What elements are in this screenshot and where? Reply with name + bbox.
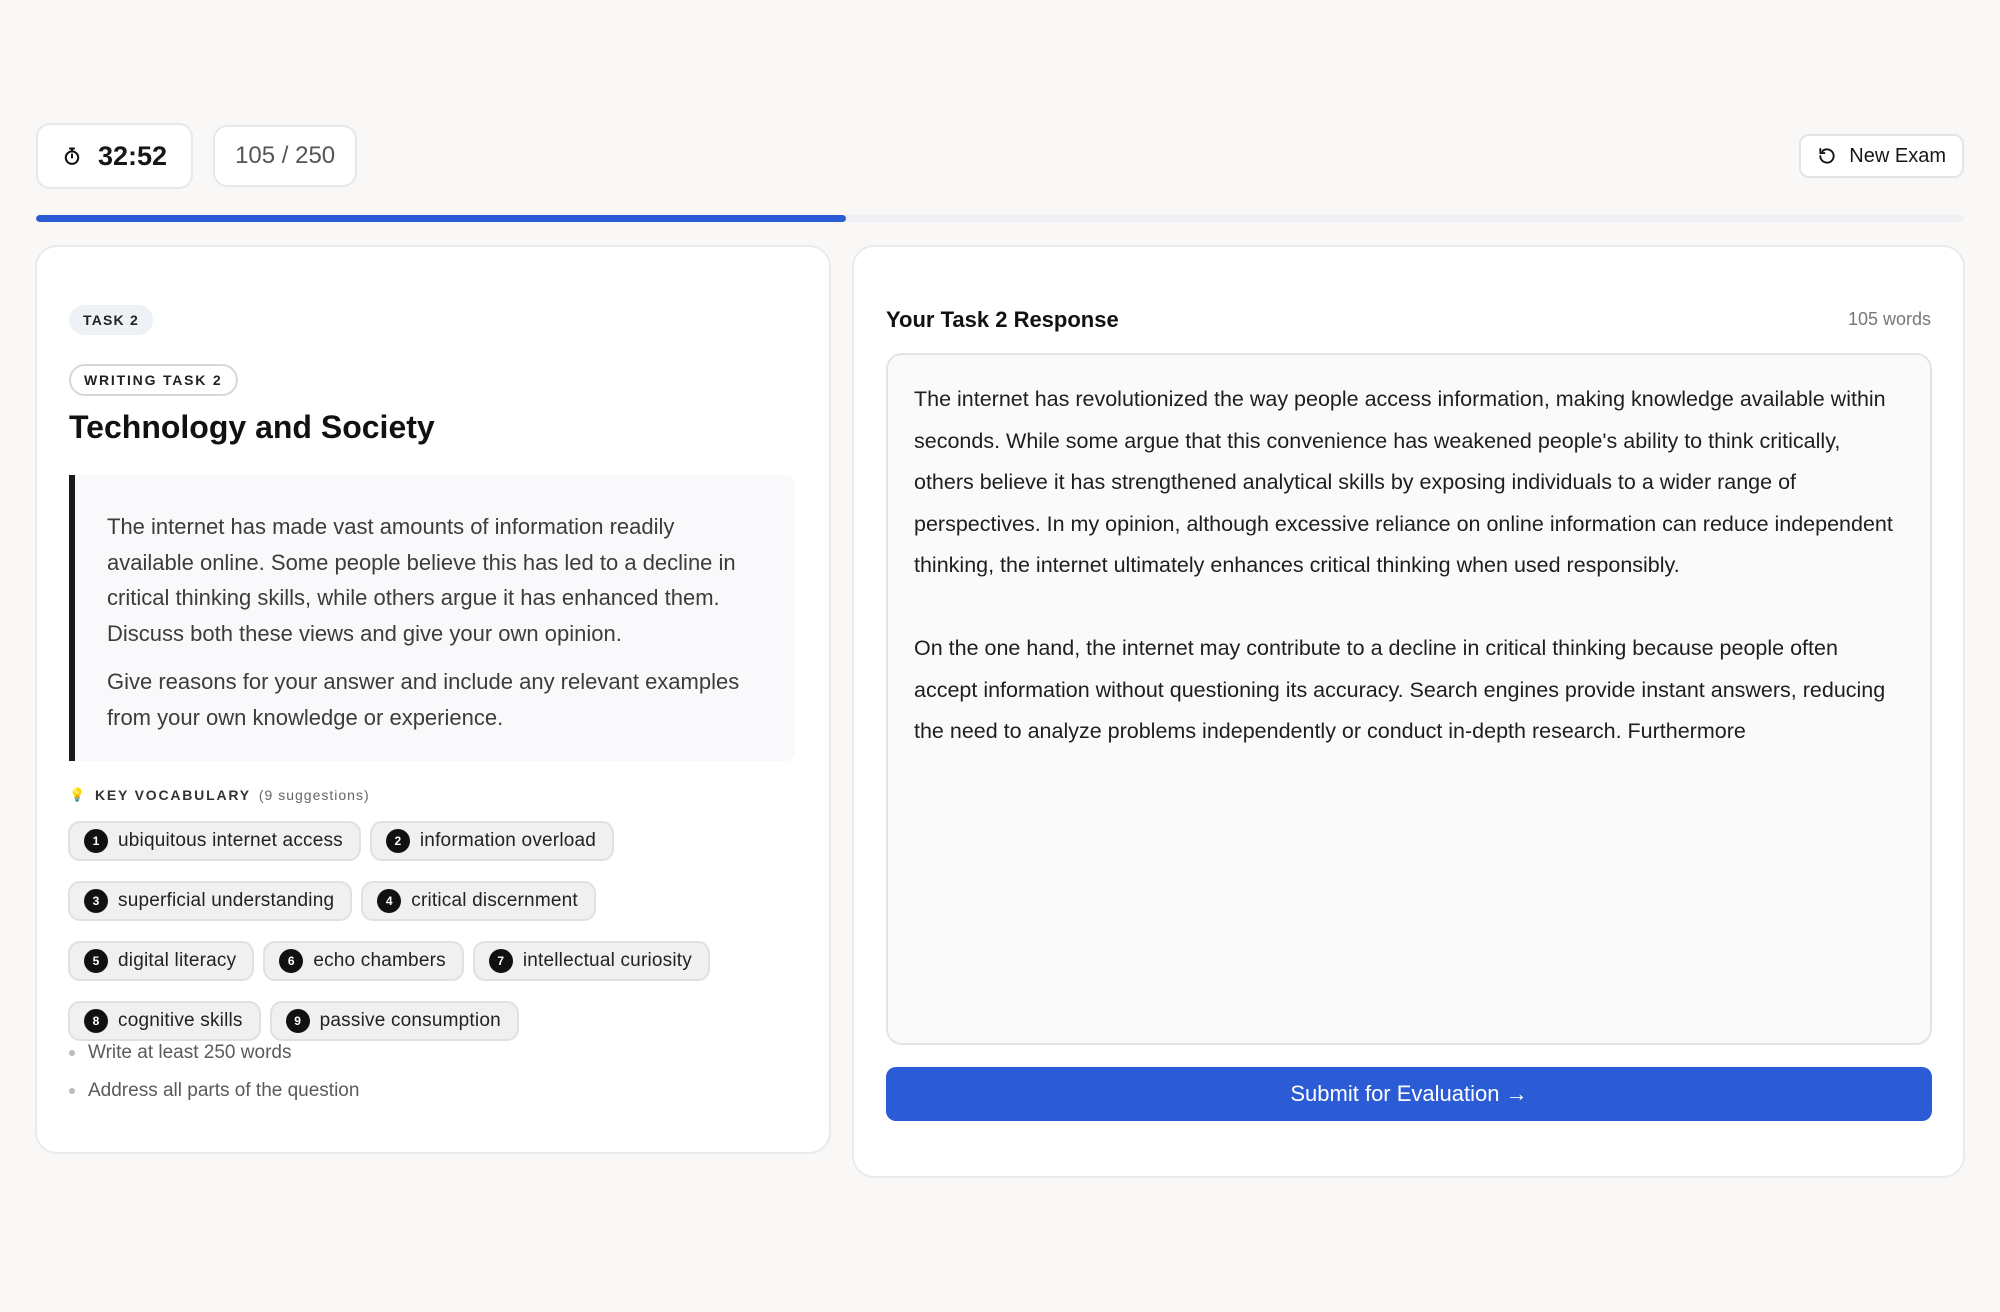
progress-bar	[36, 215, 1964, 222]
status-group	[36, 123, 357, 189]
prompt-paragraph: The internet has made vast amounts of information readily available online. Some people believe this has led to a decline in critical thinking skills, while others argue it has enhanced them. Discuss both these views and give your own opinion.	[107, 514, 736, 646]
submit-label: Submit for Evaluation →	[1290, 1081, 1528, 1106]
bullet-dot	[69, 1088, 75, 1094]
vocab-number: 4	[377, 889, 401, 913]
vocab-number: 1	[84, 829, 108, 853]
requirement-text: Address all parts of the question	[88, 1080, 360, 1101]
vocab-text: cognitive skills	[118, 1010, 243, 1031]
vocab-text: digital literacy	[118, 950, 237, 971]
requirement-text: Write at least 250 words	[88, 1042, 292, 1063]
vocab-chip[interactable]	[68, 821, 361, 861]
task-badge: TASK 2	[69, 305, 153, 335]
requirement-item	[69, 1034, 359, 1072]
vocab-text: echo chambers	[313, 950, 446, 971]
requirement-item	[69, 1072, 359, 1110]
prompt-paragraph: Give reasons for your answer and include any relevant examples from your own knowledge or experience.	[107, 669, 740, 730]
response-word-count: 105 words	[1847, 309, 1931, 329]
vocab-text: superficial understanding	[118, 890, 335, 911]
task-type-badge: WRITING TASK 2	[69, 364, 238, 396]
vocab-text: information overload	[419, 830, 597, 851]
lightbulb-icon: 💡	[69, 787, 87, 802]
vocab-text: intellectual curiosity	[522, 950, 692, 971]
vocab-chip[interactable]	[370, 821, 614, 861]
bullet-dot	[69, 1050, 75, 1056]
top-bar	[36, 123, 1964, 189]
vocab-text: ubiquitous internet access	[118, 830, 343, 851]
vocab-text: critical discernment	[411, 890, 578, 911]
vocab-chip[interactable]	[263, 941, 464, 981]
vocab-chip[interactable]	[68, 941, 254, 981]
timer-value: 32:52	[98, 140, 168, 171]
progress-fill	[36, 215, 846, 222]
vocabulary-header	[69, 787, 370, 803]
vocab-number: 5	[84, 949, 108, 973]
response-title: Your Task 2 Response	[886, 307, 1119, 332]
submit-button[interactable]	[886, 1067, 1932, 1121]
vocabulary-label: KEY VOCABULARY	[95, 787, 251, 803]
refresh-icon	[1817, 146, 1837, 166]
new-exam-button[interactable]	[1799, 134, 1964, 178]
vocab-number: 6	[279, 949, 303, 973]
vocab-text: passive consumption	[319, 1010, 501, 1031]
new-exam-label: New Exam	[1849, 144, 1946, 167]
vocabulary-count: (9 suggestions)	[258, 787, 370, 803]
vocab-number: 9	[286, 1009, 310, 1033]
task-card	[35, 245, 831, 1154]
stopwatch-icon	[62, 146, 82, 166]
vocab-number: 7	[489, 949, 513, 973]
task-prompt	[69, 475, 795, 761]
vocab-number: 8	[84, 1009, 108, 1033]
vocab-number: 2	[386, 829, 410, 853]
word-progress-text: 105 / 250	[235, 142, 336, 169]
vocab-chip[interactable]	[68, 881, 352, 921]
exam-timer	[36, 123, 193, 189]
vocabulary-list	[68, 821, 808, 1041]
task-title: Technology and Society	[69, 409, 435, 445]
vocab-number: 3	[84, 889, 108, 913]
response-textarea[interactable]: The internet has revolutionized the way people access information, making knowledge available within seconds. While some argue that this convenience has weakened people's ability to think critically, others believe it has strengthened analytical skills by exposing individuals to a wider range of perspectives. In my opinion, although excessive reliance on online information can reduce independent thinking, the internet ultimately enhances critical thinking when used responsibly. On the one hand, the internet may contribute to a decline in critical thinking because people often accept information without questioning its accuracy. Search engines provide instant answers, reducing the need to analyze problems independently or conduct in-depth research. Furthermore	[886, 353, 1932, 1045]
vocab-chip[interactable]	[473, 941, 710, 981]
requirements-list	[69, 1034, 359, 1110]
response-card	[852, 245, 1965, 1178]
vocab-chip[interactable]	[361, 881, 596, 921]
word-progress-counter	[213, 125, 357, 187]
